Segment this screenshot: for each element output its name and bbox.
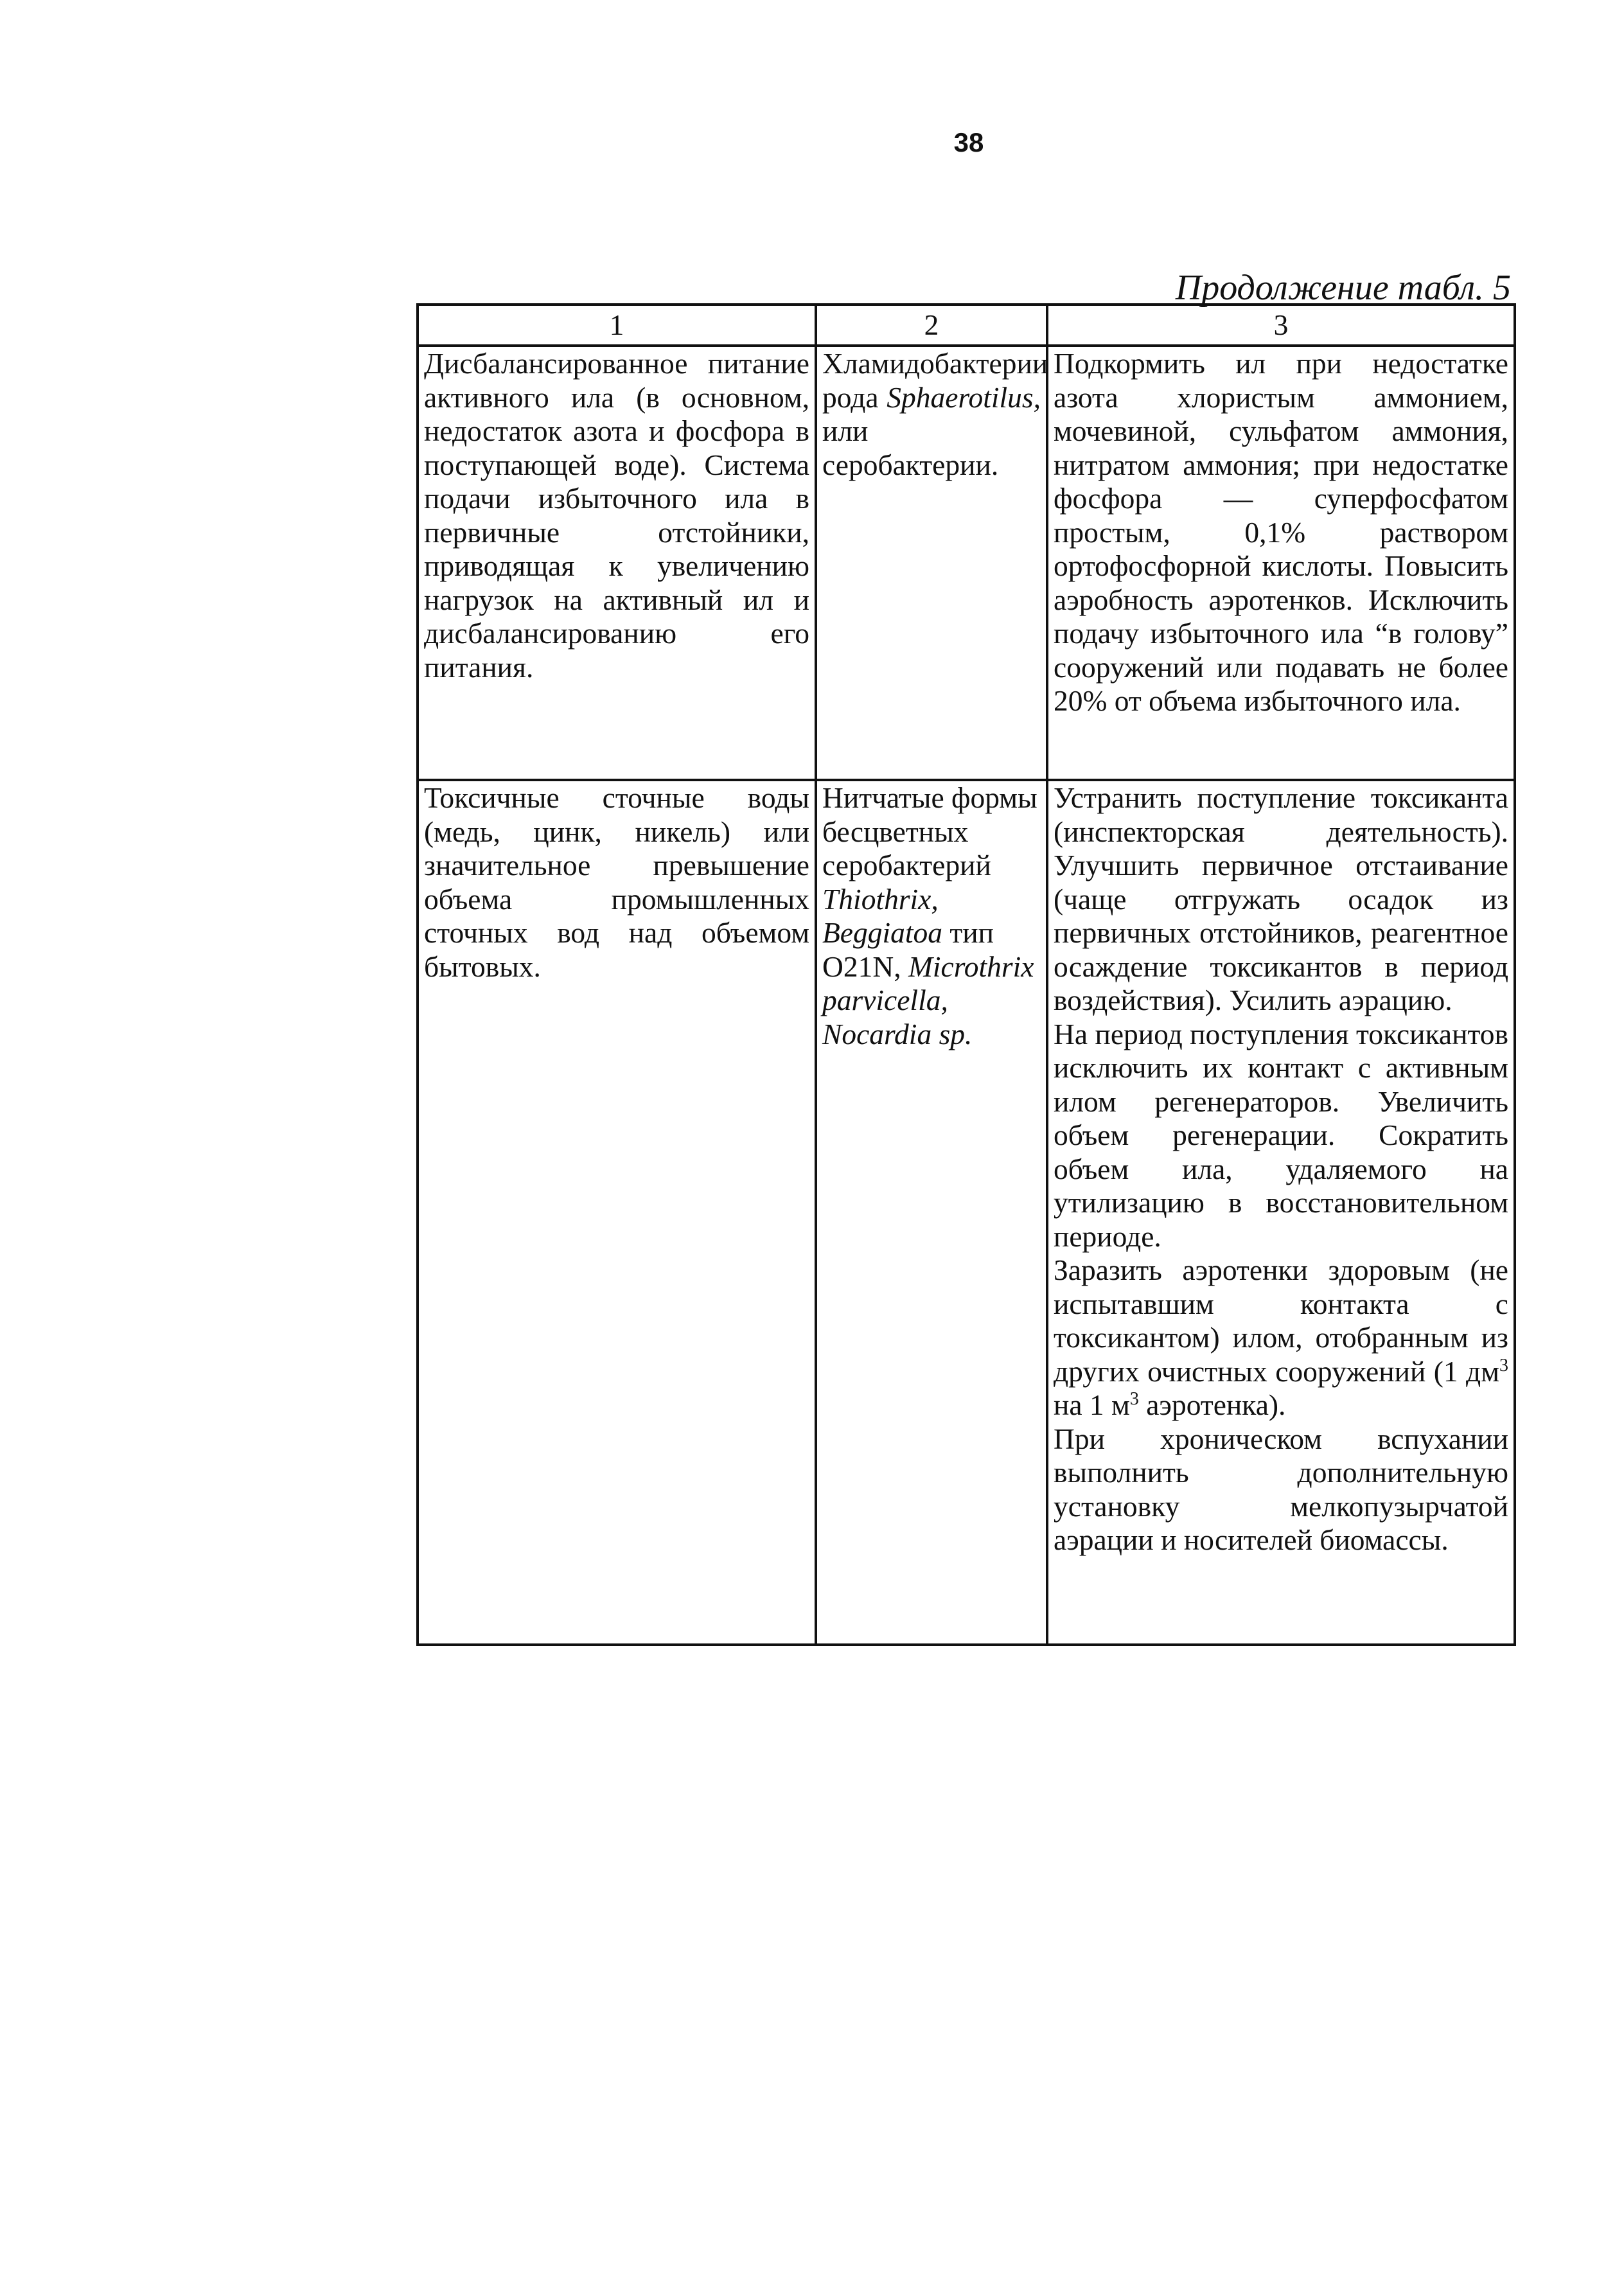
cause-text: Дисбалансированное питание активного ила (в основном, недостаток азота и фосфора в поступающей воде). Система подачи избыточного ила в первичные отстойники, приводящая к увеличению нагрузок на активный ил и дисбалансированию его питания. (424, 347, 809, 684)
organisms-prefix: Нитчатые формы бесцветных серобактерий (822, 781, 1037, 881)
remedy-cell (1047, 780, 1515, 1645)
superscript: 3 (1499, 1355, 1508, 1376)
page-number: 38 (953, 127, 984, 157)
column-header-1: 1 (418, 305, 816, 346)
organisms-type: тип O21N, (822, 916, 994, 983)
species-name: Sphaerotilus, (887, 380, 1041, 414)
column-header-2: 2 (816, 305, 1047, 346)
remedy-cell (1047, 346, 1515, 780)
table-row (418, 346, 1515, 780)
column-header-3: 3 (1047, 305, 1515, 346)
cause-text: Токсичные сточные воды (медь, цинк, никель) или значительное превышение объема промышленных сточных вод над объемом бытовых. (424, 781, 809, 983)
organisms-prefix: Хламидобактерии рода (822, 347, 1048, 414)
species-name: Nocardia sp. (822, 1017, 973, 1050)
remedy-paragraph (1054, 1253, 1508, 1422)
remedy-text: на 1 м (1054, 1388, 1130, 1421)
remedy-paragraph: Подкормить ил при недостатке азота хлористым аммонием, мочевиной, сульфатом аммония, нитратом аммония; при недостатке фосфора — суперфосфатом простым, 0,1% раствором ортофосфорной кислоты. Повысить аэробность аэротенков. Исключить подачу избыточного ила “в голову” сооружений или подавать не более 20% от объема избыточного ила. (1054, 347, 1508, 717)
organisms-cell (816, 780, 1047, 1645)
remedy-text: Заразить аэротенки здоровым (не испытавшим контакта с токсикантом) илом, отобранным из других очистных сооружений (1 дм (1054, 1253, 1508, 1388)
remedy-paragraph: При хроническом вспухании выполнить дополнительную установку мелкопузырчатой аэрации и носителей биомассы. (1054, 1422, 1508, 1556)
species-name: Beggiatoa (822, 916, 943, 949)
remedies-table (416, 303, 1516, 1646)
superscript: 3 (1129, 1388, 1139, 1409)
table-caption: Продолжение табл. 5 (1175, 268, 1511, 308)
organisms-suffix: или серобактерии. (822, 414, 999, 481)
organisms-cell (816, 346, 1047, 780)
species-name: Thiothrix, (822, 882, 939, 916)
remedy-text: аэротенка). (1138, 1388, 1286, 1421)
remedy-paragraph: На период поступления токсикантов исключить их контакт с активным илом регенераторов. Увеличить объем регенерации. Сократить объем ила, удаляемого на утилизацию в восстановительном периоде. (1054, 1017, 1508, 1253)
table-row (418, 780, 1515, 1645)
organisms-text (822, 347, 1048, 482)
table-header-row (418, 305, 1515, 346)
cause-cell (418, 346, 816, 780)
remedy-paragraph: Устранить поступление токсиканта (инспекторская деятельность). Улучшить первичное отстаивание (чаще отгружать осадок из первичных отстойников, реагентное осаждение токсикантов в период воздействия). Усилить аэрацию. (1054, 781, 1508, 1016)
species-name: Microthrix parvicella, (822, 950, 1034, 1016)
cause-cell (418, 780, 816, 1645)
organisms-text (822, 781, 1041, 1051)
